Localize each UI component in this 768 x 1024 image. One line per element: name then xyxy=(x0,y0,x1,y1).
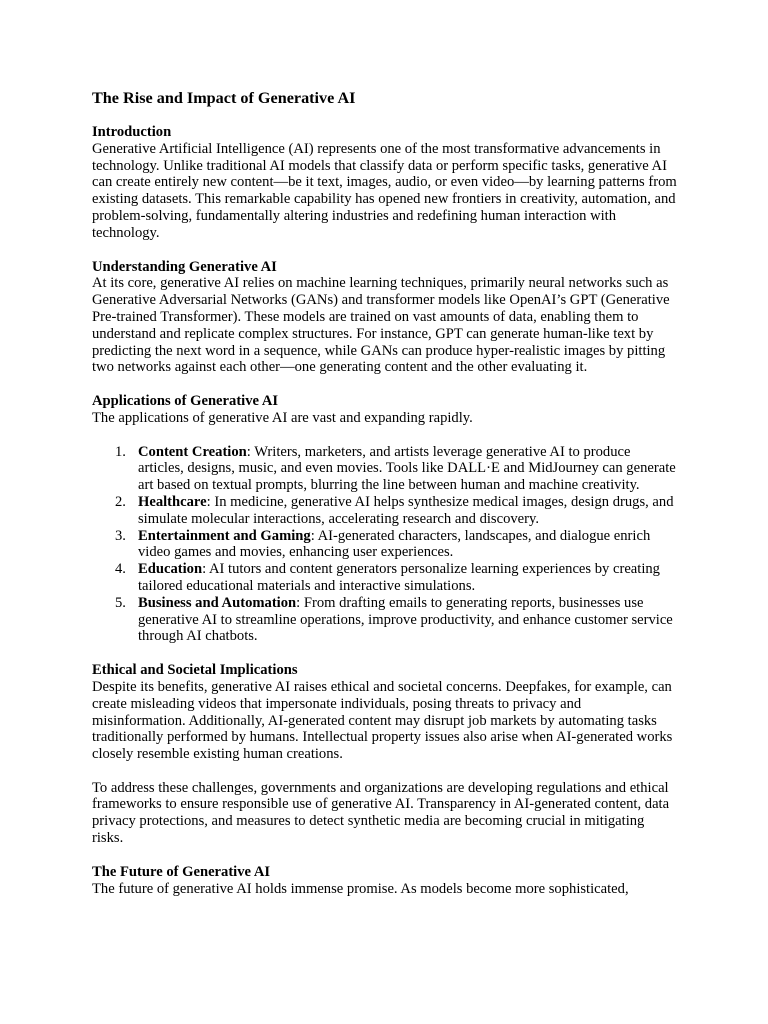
section-heading-ethics: Ethical and Societal Implications xyxy=(92,662,298,679)
introduction-paragraph: Generative Artificial Intelligence (AI) represents one of the most transformative advancements in technology. Unlike traditional AI models that classify data or perform specific tasks, generative AI can create entirely new content—be it text, images, audio, or even video—by learning patterns from existing datasets. This remarkable capability has opened new frontiers in creativity, automation, and problem-solving, fundamentally altering industries and redefining human interaction with technology. xyxy=(92,140,677,241)
section-heading-future: The Future of Generative AI xyxy=(92,863,271,880)
section-heading-understanding: Understanding Generative AI xyxy=(92,258,277,275)
applications-list xyxy=(92,444,678,646)
ethics-paragraph-1: Despite its benefits, generative AI raises ethical and societal concerns. Deepfakes, for example, can create misleading videos that impersonate individuals, posing threats to privacy and misinformation. Additionally, AI-generated content may disrupt job markets by automating tasks traditionally performed by humans. Intellectual property issues also arise when AI-generated works closely resemble existing human creations. xyxy=(92,678,673,763)
list-item-number: 2. xyxy=(115,493,126,510)
section-future xyxy=(92,864,678,898)
ethics-paragraph-2: To address these challenges, governments and organizations are developing regulations and ethical frameworks to ensure responsible use of generative AI. Transparency in AI-generated content, data privacy protections, and measures to detect synthetic media are becoming crucial in mitigating risks. xyxy=(92,779,670,847)
list-item-text: : From drafting emails to generating reports, businesses use generative AI to streamline operations, improve productivity, and enhance customer service through AI chatbots. xyxy=(138,594,673,645)
list-item-term: Healthcare xyxy=(138,493,207,510)
list-item-text: : AI tutors and content generators personalize learning experiences by creating tailored educational materials and interactive simulations. xyxy=(138,561,660,594)
list-item-number: 4. xyxy=(115,561,126,578)
section-ethics xyxy=(92,662,678,847)
document-title: The Rise and Impact of Generative AI xyxy=(92,89,356,107)
list-item xyxy=(92,444,678,494)
list-item-number: 5. xyxy=(115,594,126,611)
list-item-text: : In medicine, generative AI helps synthesize medical images, design drugs, and simulate molecular interactions, accelerating research and discovery. xyxy=(138,493,674,527)
list-item-number: 1. xyxy=(115,443,126,460)
list-item-term: Education xyxy=(138,561,203,578)
section-understanding xyxy=(92,259,678,377)
future-paragraph: The future of generative AI holds immense promise. As models become more sophisticated, xyxy=(92,880,629,897)
list-item-text: : AI-generated characters, landscapes, and dialogue enrich video games and movies, enhancing user experiences. xyxy=(138,527,651,561)
list-item xyxy=(92,595,678,645)
list-item-number: 3. xyxy=(115,527,126,544)
list-item-term: Business and Automation xyxy=(138,594,297,611)
list-item xyxy=(92,494,678,528)
understanding-paragraph: At its core, generative AI relies on machine learning techniques, primarily neural networks such as Generative Adversarial Networks (GANs) and transformer models like OpenAI’s GPT (Generative Pre-trained Transformer). These models are trained on vast amounts of data, enabling them to understand and replicate complex structures. For instance, GPT can generate human-like text by predicting the next word in a sequence, while GANs can produce hyper-realistic images by pitting two networks against each other—one generating content and the other evaluating it. xyxy=(92,275,670,376)
section-heading-applications: Applications of Generative AI xyxy=(92,393,279,410)
list-item-term: Content Creation xyxy=(138,443,247,460)
list-item-term: Entertainment and Gaming xyxy=(138,527,311,544)
section-introduction xyxy=(92,124,678,242)
list-item xyxy=(92,528,678,562)
list-item xyxy=(92,561,678,595)
section-applications xyxy=(92,393,678,645)
section-heading-introduction: Introduction xyxy=(92,124,172,140)
applications-intro: The applications of generative AI are vast and expanding rapidly. xyxy=(92,409,473,426)
list-item-text: : Writers, marketers, and artists leverage generative AI to produce articles, designs, music, and even movies. Tools like DALL·E and MidJourney can generate art based on textual prompts, blurring the line between human and machine creativity. xyxy=(138,443,676,494)
